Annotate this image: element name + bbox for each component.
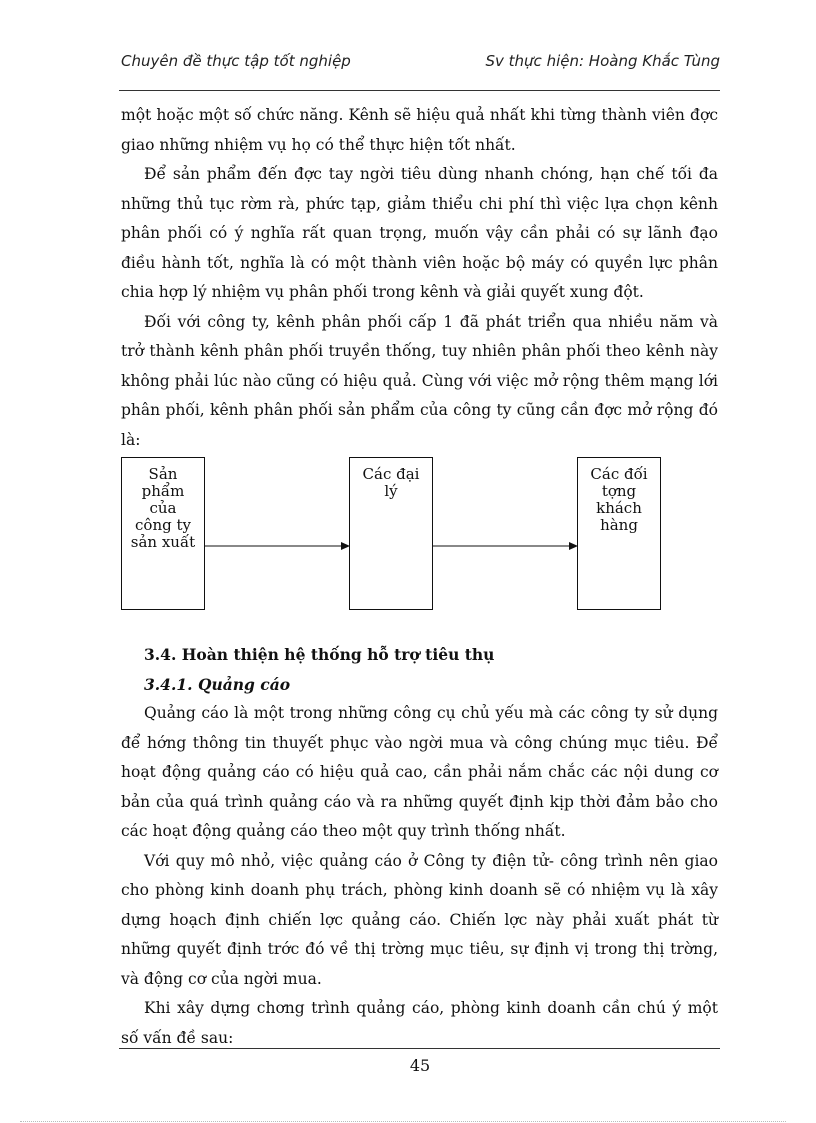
footer-divider [119,1048,720,1049]
box-customers-line: tợng [601,482,637,500]
box-producer-line: công ty [135,516,191,534]
box-customers [577,457,661,610]
box-producer-line: sản xuất [130,533,196,551]
box-customers-line: Các đối [590,465,648,483]
page-number: 45 [409,1056,431,1075]
box-agents-line: lý [384,482,398,500]
page-edge-dotted-line [20,1121,786,1122]
box-producer-line: phẩm [141,482,185,500]
box-customers-line: khách [596,499,642,517]
box-producer-line: của [149,499,177,517]
subsection-heading: 3.4.1. Quảng cáo [144,674,291,694]
header-left: Chuyên đề thực tập tốt nghiệp [121,52,351,70]
section-heading: 3.4. Hoàn thiện hệ thống hỗ trợ tiêu thụ [144,645,495,664]
header-right: Sv thực hiện: Hoàng Khắc Tùng [485,52,720,70]
paragraph: Để sản phẩm đến đợc tay ngời tiêu dùng nhanh chóng, hạn chế tối đa những thủ tục rờm rà, phức tạp, giảm thiểu chi phí thì việc lựa chọn kênh phân phối có ý nghĩa rất quan trọng, muốn vậy cần phải có sự lãnh đạo điều hành tốt, nghĩa là có một thành viên hoặc bộ máy có quyền lực phân chia hợp lý nhiệm vụ phân phối trong kênh và giải quyết xung đột. [121,165,718,301]
body-bottom [121,640,718,1053]
box-producer [121,457,205,610]
body-top [121,101,718,455]
box-agents-line: Các đại [362,465,420,483]
paragraph: Đối với công ty, kênh phân phối cấp 1 đã phát triển qua nhiều năm và trở thành kênh phân phối truyền thống, tuy nhiên phân phối theo kênh này không phải lúc nào cũng có hiệu quả. Cùng với việc mở rộng thêm mạng lới phân phối, kênh phân phối sản phẩm của công ty cũng cần đợc mở rộng đó là: [121,312,718,449]
paragraph: Khi xây dựng chơng trình quảng cáo, phòng kinh doanh cần chú ý một số vấn đề sau: [121,999,718,1047]
box-producer-line: Sản [148,465,178,483]
paragraph: Quảng cáo là một trong những công cụ chủ yếu mà các công ty sử dụng để hớng thông tin thuyết phục vào ngời mua và công chúng mục tiêu. Để hoạt động quảng cáo có hiệu quả cao, cần phải nắm chắc các nội dung cơ bản của quá trình quảng cáo và ra những quyết định kịp thời đảm bảo cho các hoạt động quảng cáo theo một quy trình thống nhất. [121,704,718,840]
box-customers-line: hàng [600,516,638,534]
box-agents [349,457,433,610]
paragraph: một hoặc một số chức năng. Kênh sẽ hiệu quả nhất khi từng thành viên đợc giao những nhiệm vụ họ có thể thực hiện tốt nhất. [121,106,718,154]
header-divider [119,90,720,91]
paragraph: Với quy mô nhỏ, việc quảng cáo ở Công ty điện tử- công trình nên giao cho phòng kinh doanh phụ trách, phòng kinh doanh sẽ có nhiệm vụ là xây dựng hoạch định chiến lợc quảng cáo. Chiến lợc này phải xuất phát từ những quyết định trớc đó về thị trờng mục tiêu, sự định vị trong thị trờng, và động cơ của ngời mua. [121,851,718,988]
